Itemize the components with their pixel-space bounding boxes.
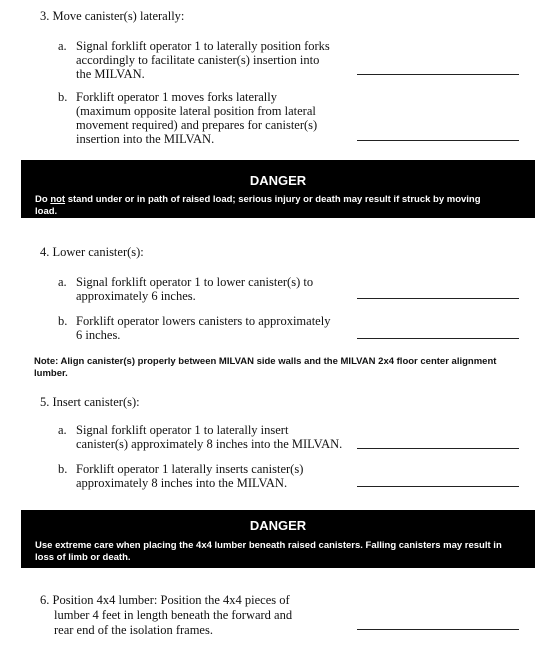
step-6-signature-line[interactable]: [357, 629, 519, 630]
step-5a-signature-line[interactable]: [357, 448, 519, 449]
step-3b-line: (maximum opposite lateral position from lateral: [76, 104, 316, 118]
step-3b-signature-line[interactable]: [357, 140, 519, 141]
step-4b-signature-line[interactable]: [357, 338, 519, 339]
step-3a-line: Signal forklift operator 1 to laterally position forks: [76, 39, 330, 53]
step-5-heading: 5. Insert canister(s):: [40, 395, 140, 409]
step-3-heading: 3. Move canister(s) laterally:: [40, 9, 185, 23]
step-6-line: lumber 4 feet in length beneath the forward and: [54, 608, 293, 622]
danger-title: DANGER: [249, 173, 307, 188]
step-3a-line: the MILVAN.: [76, 67, 145, 81]
step-3b: [58, 90, 318, 146]
step-5b-signature-line[interactable]: [357, 486, 519, 487]
danger-emphasis: not: [50, 194, 66, 205]
item-letter: a.: [58, 423, 67, 437]
step-5a-line: canister(s) approximately 8 inches into the MILVAN.: [76, 437, 343, 451]
danger-banner-1: [21, 160, 535, 218]
step-6-heading: 6. Position 4x4 lumber: Position the 4x4 pieces of: [40, 593, 290, 607]
item-letter: b.: [58, 462, 68, 476]
step-3b-line: Forklift operator 1 moves forks laterally: [76, 90, 277, 104]
step-4b: [58, 314, 331, 342]
step-4b-line: 6 inches.: [76, 328, 121, 342]
step-4b-line: Forklift operator lowers canisters to approximately: [76, 314, 331, 328]
step-5a: [58, 423, 343, 451]
step-3b-line: insertion into the MILVAN.: [76, 132, 215, 146]
step-4a-signature-line[interactable]: [357, 298, 519, 299]
step-5b: [58, 462, 304, 490]
step-5a-line: Signal forklift operator 1 to laterally insert: [76, 423, 289, 437]
danger-banner-2: [21, 510, 535, 568]
step-5b-line: approximately 8 inches into the MILVAN.: [76, 476, 288, 490]
step-4a-line: approximately 6 inches.: [76, 289, 196, 303]
step-3a-line: accordingly to facilitate canister(s) insertion into: [76, 53, 320, 67]
note: Note: Align canister(s) properly between MILVAN side walls and the MILVAN 2x4 floor center alignment lumber.: [34, 356, 497, 379]
danger-text: Use extreme care when placing the 4x4 lumber beneath raised canisters. Falling canisters may result in loss of limb or death.: [35, 540, 502, 563]
step-3a-signature-line[interactable]: [357, 74, 519, 75]
danger-text: Do not stand under or in path of raised load; serious injury or death may result if struck by moving load.: [35, 194, 481, 217]
step-4a-line: Signal forklift operator 1 to lower canister(s) to: [76, 275, 314, 289]
step-6-line: rear end of the isolation frames.: [54, 623, 213, 637]
item-letter: b.: [58, 90, 68, 104]
step-5b-line: Forklift operator 1 laterally inserts canister(s): [76, 462, 304, 476]
item-letter: a.: [58, 39, 67, 53]
step-3b-line: movement required) and prepares for canister(s): [76, 118, 318, 132]
step-4-heading: 4. Lower canister(s):: [40, 245, 144, 259]
step-6: [40, 593, 340, 638]
step-3a: [58, 39, 330, 81]
danger-title: DANGER: [249, 518, 307, 533]
item-letter: b.: [58, 314, 68, 328]
item-letter: a.: [58, 275, 67, 289]
step-4a: [58, 275, 314, 303]
